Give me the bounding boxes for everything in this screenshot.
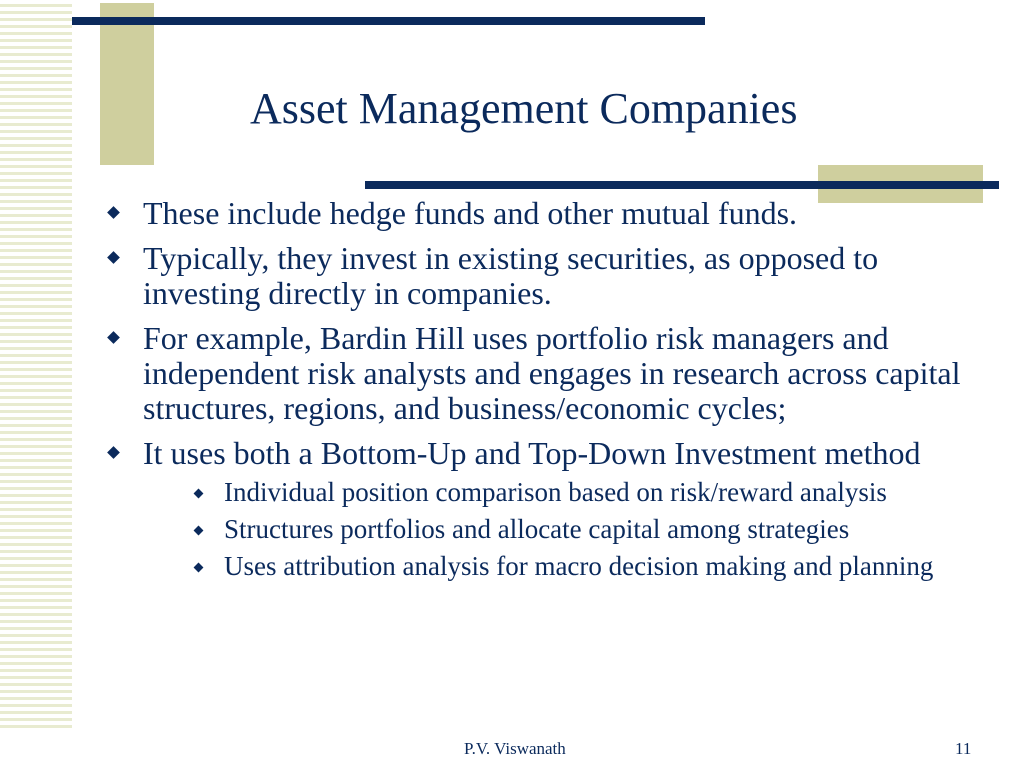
bullet-item (106, 241, 986, 311)
square-bullet-icon (194, 526, 204, 536)
bullet-text: These include hedge funds and other mutual funds. (143, 195, 798, 231)
slide-body (106, 196, 986, 591)
decorative-stripes (0, 0, 72, 728)
square-bullet-icon (194, 563, 204, 573)
title-underline-rule (365, 181, 999, 189)
bullet-text: Typically, they invest in existing securities, as opposed to investing directly in companies. (143, 240, 879, 311)
sub-bullet-item (189, 514, 986, 544)
diamond-bullet-icon (107, 251, 120, 264)
top-rule (72, 17, 705, 25)
slide-number: 11 (955, 739, 972, 758)
sub-bullet-text: Individual position comparison based on risk/reward analysis (224, 477, 887, 507)
diamond-bullet-icon (107, 331, 120, 344)
diamond-bullet-icon (107, 206, 120, 219)
sub-bullet-item (189, 551, 986, 581)
sub-bullet-list (189, 477, 986, 581)
decorative-block-top (100, 3, 154, 165)
bullet-text: It uses both a Bottom-Up and Top-Down Investment method (143, 435, 921, 471)
sub-bullet-text: Uses attribution analysis for macro decision making and planning (224, 551, 934, 581)
square-bullet-icon (194, 489, 204, 499)
bullet-text: For example, Bardin Hill uses portfolio risk managers and independent risk analysts and engages in research across capital structures, regions, and business/economic cycles; (143, 320, 961, 426)
slide-title: Asset Management Companies (250, 84, 798, 133)
sub-bullet-text: Structures portfolios and allocate capital among strategies (224, 514, 850, 544)
bullet-item (106, 321, 986, 426)
diamond-bullet-icon (107, 446, 120, 459)
bullet-item (106, 196, 986, 231)
bullet-item (106, 436, 986, 581)
footer-author: P.V. Viswanath (464, 739, 566, 758)
sub-bullet-item (189, 477, 986, 507)
